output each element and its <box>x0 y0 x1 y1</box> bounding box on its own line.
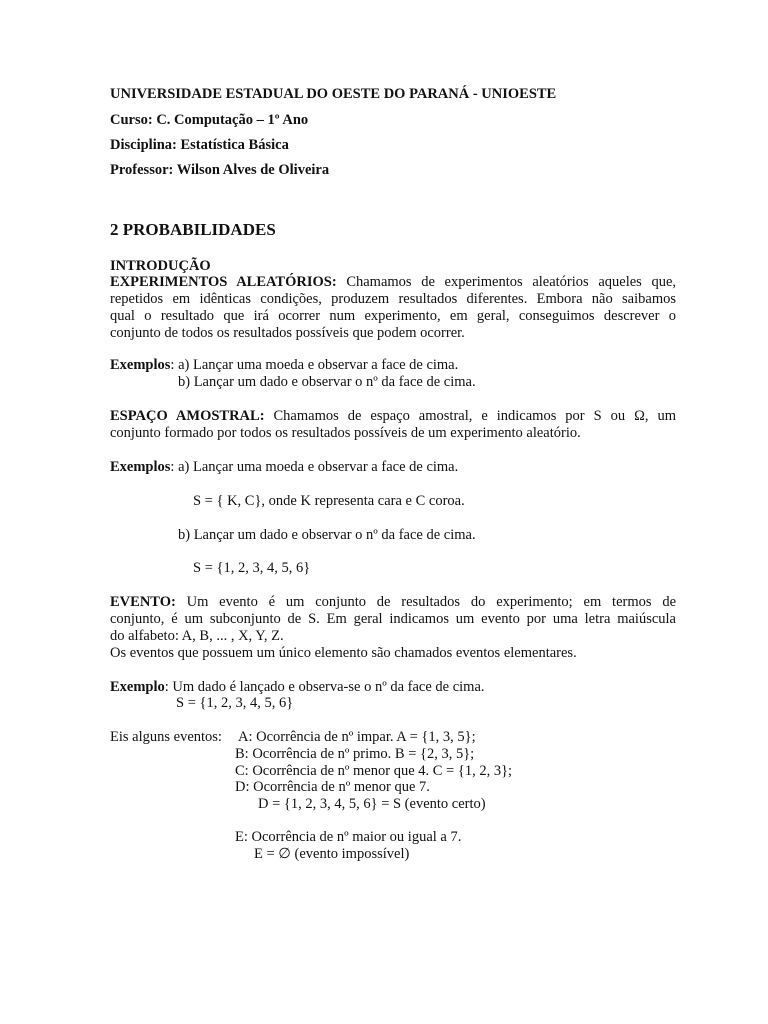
event-e-set: E = ∅ (evento impossível) <box>254 846 410 862</box>
event-d: D: Ocorrência de nº menor que 7. <box>235 779 430 795</box>
sample-space-text-2: conjunto formado por todos os resultados possíveis de um experimento aleatório. <box>110 425 581 441</box>
experiments-text-4: conjunto de todos os resultados possíveis que podem ocorrer. <box>110 325 465 341</box>
example3-set: S = {1, 2, 3, 4, 5, 6} <box>176 695 294 711</box>
event-text-1: Um evento é um conjunto de resultados do experimento; em termos de <box>186 594 676 610</box>
intro-heading: INTRODUÇÃO <box>110 258 211 274</box>
examples2-label: Exemplos <box>110 459 171 475</box>
examples1-a <box>110 357 458 374</box>
event-elementary: Os eventos que possuem um único elemento são chamados eventos elementares. <box>110 645 577 661</box>
examples2-b-set: S = {1, 2, 3, 4, 5, 6} <box>193 560 311 576</box>
event-b: B: Ocorrência de nº primo. B = {2, 3, 5}; <box>235 746 475 762</box>
examples2-a-text: : a) Lançar uma moeda e observar a face de cima. <box>170 459 459 475</box>
example3 <box>110 679 485 696</box>
example3-text: : Um dado é lançado e observa-se o nº da face de cima. <box>164 679 485 695</box>
experiments-text-1: Chamamos de experimentos aleatórios aqueles que, <box>346 274 677 290</box>
event-c: C: Ocorrência de nº menor que 4. C = {1, 2, 3}; <box>235 763 513 779</box>
experiments-text-3: qual o resultado que irá ocorrer num experimento, em geral, conseguimos descrever o <box>110 308 676 324</box>
experiments-text-2: repetidos em idênticas condições, produzem resultados diferentes. Embora não saibamos <box>110 291 676 307</box>
examples2-b: b) Lançar um dado e observar o nº da face de cima. <box>178 527 476 543</box>
event-d-set: D = {1, 2, 3, 4, 5, 6} = S (evento certo) <box>258 796 486 812</box>
experiments-paragraph <box>110 274 676 342</box>
events-intro: Eis alguns eventos: <box>110 729 222 745</box>
event-term: EVENTO: <box>110 594 176 610</box>
examples1-b: b) Lançar um dado e observar o nº da face de cima. <box>178 374 476 390</box>
event-paragraph <box>110 594 676 645</box>
examples2-a <box>110 459 458 476</box>
chapter-title: 2 PROBABILIDADES <box>110 220 276 239</box>
event-a: A: Ocorrência de nº impar. A = {1, 3, 5}; <box>238 729 476 745</box>
event-e: E: Ocorrência de nº maior ou igual a 7. <box>235 829 462 845</box>
examples1-a-text: : a) Lançar uma moeda e observar a face de cima. <box>170 357 459 373</box>
event-text-3: do alfabeto: A, B, ... , X, Y, Z. <box>110 628 284 644</box>
examples2-a-set: S = { K, C}, onde K representa cara e C coroa. <box>193 493 465 509</box>
experiments-term: EXPERIMENTOS ALEATÓRIOS: <box>110 274 337 290</box>
professor-line: Professor: Wilson Alves de Oliveira <box>110 162 330 178</box>
examples1-label: Exemplos <box>110 357 171 373</box>
course-line: Curso: C. Computação – 1º Ano <box>110 112 309 128</box>
example3-label: Exemplo <box>110 679 165 695</box>
university-name: UNIVERSIDADE ESTADUAL DO OESTE DO PARANÁ - UNIOESTE <box>110 86 557 102</box>
sample-space-term: ESPAÇO AMOSTRAL: <box>110 408 265 424</box>
discipline-line: Disciplina: Estatística Básica <box>110 137 289 153</box>
sample-space-paragraph <box>110 408 676 442</box>
event-text-2: conjunto, é um subconjunto de S. Em geral indicamos um evento por uma letra maiúscula <box>110 611 676 627</box>
sample-space-text-1: Chamamos de espaço amostral, e indicamos por S ou Ω, um <box>273 408 677 424</box>
